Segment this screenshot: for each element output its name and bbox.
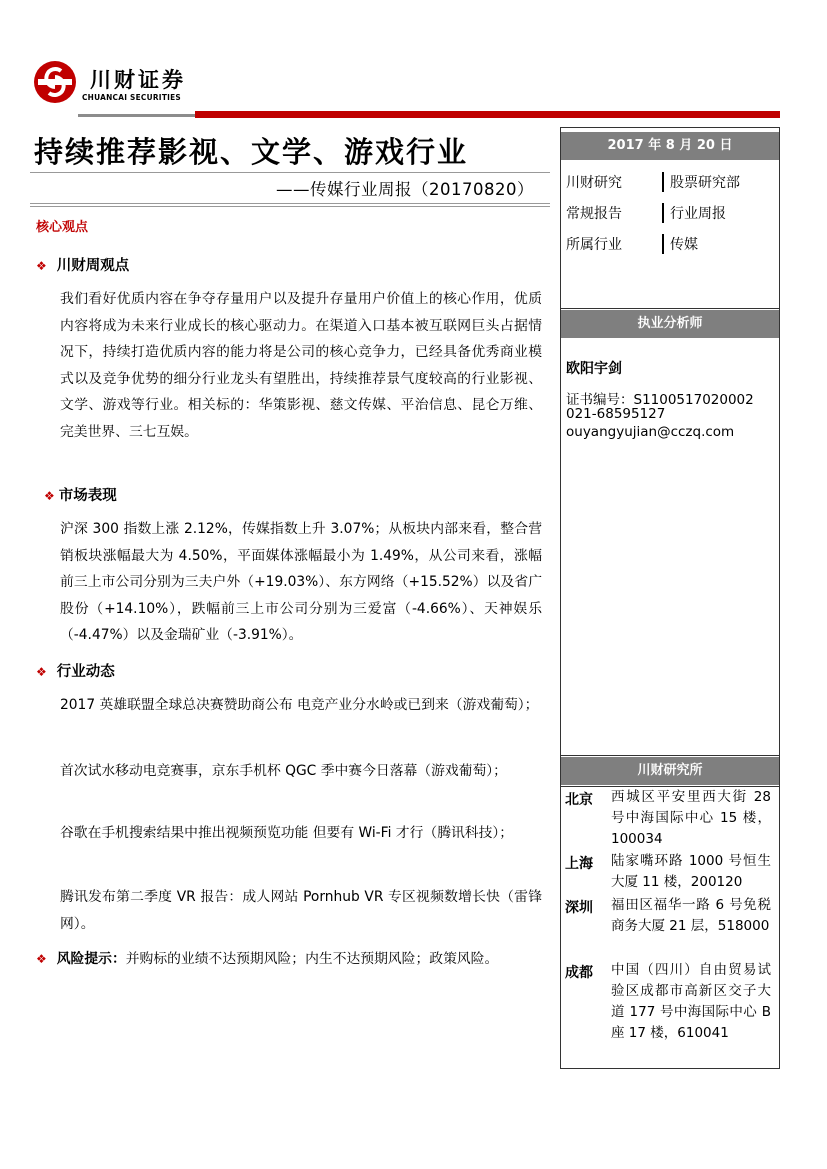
report-date: 2017 年 8 月 20 日 (561, 132, 779, 160)
office-city: 深圳 (565, 900, 593, 916)
news-item: 腾讯发布第二季度 VR 报告：成人网站 Pornhub VR 专区视频数增长快（雷锋网）。 (60, 889, 542, 932)
office-address: 福田区福华一路 6 号免税商务大厦 21 层，518000 (611, 897, 771, 934)
analyst-email[interactable]: ouyangyujian@cczq.com (566, 424, 735, 440)
meta-label: 所属行业 (566, 237, 622, 253)
news-item: 谷歌在手机搜索结果中推出视频预览功能 但要有 Wi-Fi 才行（腾讯科技）； (60, 825, 514, 841)
report-title: 持续推荐影视、文学、游戏行业 (34, 135, 469, 169)
header-rule-grey (78, 114, 195, 117)
risk-heading: 风险提示： (56, 951, 126, 967)
section-heading-market: ❖ 市场表现 (44, 488, 117, 504)
analyst-phone: 021-68595127 (566, 406, 666, 422)
diamond-bullet-icon: ❖ (44, 489, 55, 503)
market-paragraph: 沪深 300 指数上涨 2.12%，传媒指数上升 3.07%；从板块内部来看，整合营销板块涨幅最大为 4.50%，平面媒体涨幅最小为 1.49%，从公司来看，涨幅前三上市公司分别为三夫户外（+19.03%）、东方网络（+15.52%）以及省广股份（+14.10%），跌幅前三上市公司分别为三爱富（-4.66%）、天神娱乐（-4.47%）以及金瑞矿业（-3.91%）。 (60, 521, 542, 643)
analyst-header: 执业分析师 (561, 310, 779, 338)
header-rule-red (195, 111, 780, 118)
analyst-certificate: 证书编号：S1100517020002 (566, 392, 754, 408)
news-item: 首次试水移动电竞赛事，京东手机杯 QGC 季中赛今日落幕（游戏葡萄）； (60, 763, 507, 779)
section-heading-news: ❖ 行业动态 (36, 664, 115, 680)
title-divider (30, 203, 550, 204)
diamond-bullet-icon: ❖ (36, 259, 47, 273)
meta-value: 行业周报 (662, 203, 726, 223)
office-address: 中国（四川）自由贸易试验区成都市高新区交子大道 177 号中海国际中心 B 座 17 楼，610041 (611, 962, 771, 1041)
title-divider (30, 172, 550, 173)
company-logo (33, 60, 77, 104)
company-name-en: CHUANCAI SECURITIES (82, 93, 182, 102)
meta-value: 传媒 (662, 234, 698, 254)
news-item: 2017 英雄联盟全球总决赛赞助商公布 电竞产业分水岭或已到来（游戏葡萄）； (60, 697, 539, 713)
office-city: 成都 (565, 965, 593, 981)
title-divider (30, 206, 550, 207)
institute-header: 川财研究所 (561, 757, 779, 785)
office-address: 陆家嘴环路 1000 号恒生大厦 11 楼，200120 (611, 853, 771, 890)
report-subtitle: ——传媒行业周报（20170820） (276, 180, 534, 199)
risk-text: 并购标的业绩不达预期风险；内生不达预期风险；政策风险。 (125, 951, 499, 967)
meta-label: 常规报告 (566, 206, 622, 222)
company-name-cn: 川财证券 (90, 68, 186, 92)
core-view-label: 核心观点 (36, 220, 89, 235)
risk-section (36, 946, 542, 973)
meta-value: 股票研究部 (662, 172, 740, 192)
section-heading-weekly: ❖ 川财周观点 (36, 258, 130, 274)
meta-label: 川财研究 (566, 175, 622, 191)
diamond-bullet-icon: ❖ (36, 952, 47, 966)
weekly-view-paragraph: 我们看好优质内容在争夺存量用户以及提升存量用户价值上的核心作用，优质内容将成为未来行业成长的核心驱动力。在渠道入口基本被互联网巨头占据情况下，持续打造优质内容的能力将是公司的核心竞争力，已经具备优秀商业模式以及竞争优势的细分行业龙头有望胜出，持续推荐景气度较高的行业影视、文学、游戏等行业。相关标的：华策影视、慈文传媒、平治信息、昆仑万维、完美世界、三七互娱。 (60, 291, 542, 440)
office-address: 西城区平安里西大街 28 号中海国际中心 15 楼，100034 (611, 789, 771, 847)
diamond-bullet-icon: ❖ (36, 665, 47, 679)
office-city: 北京 (565, 792, 593, 808)
analyst-name: 欧阳宇剑 (566, 361, 622, 377)
sidebar-divider (561, 755, 779, 756)
office-city: 上海 (565, 856, 593, 872)
sidebar-divider (561, 308, 779, 309)
